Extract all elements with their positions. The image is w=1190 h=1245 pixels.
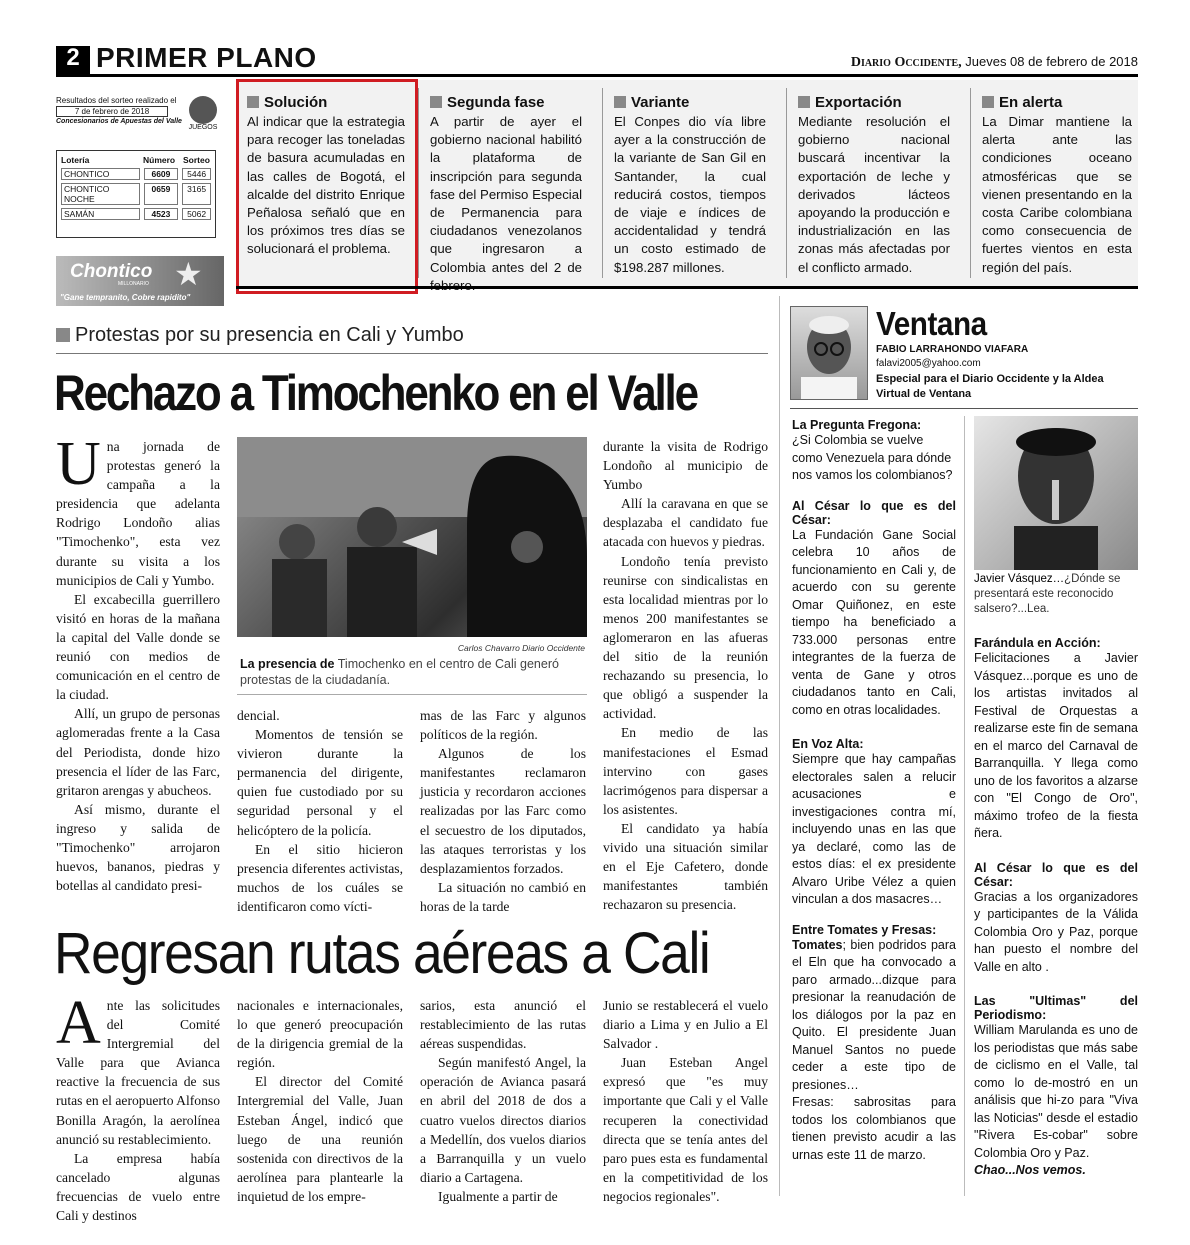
paragraph: Juan Esteban Angel expresó que "es muy importante que Cali y el Valle recuperen la conectividad directa que se tenía antes del paro pues esta es fundamental en la competitividad de los negocios regionales". xyxy=(603,1055,768,1204)
chontico-logo-text: Chontico xyxy=(70,261,153,282)
paragraph: La situación no cambió en horas de la tarde xyxy=(420,879,586,914)
paragraph: Allí la caravana en que se desplazaba el candidato fue atacada con huevos y piedras. xyxy=(603,496,768,550)
dropcap: A xyxy=(56,989,101,1057)
lottery-date: 7 de febrero de 2018 xyxy=(56,106,168,117)
square-bullet-icon xyxy=(982,96,994,108)
paragraph: Junio se restablecerá el vuelo diario a Lima y en Julio a El Salvador . xyxy=(603,998,768,1052)
caption-text: ¿Dónde se presentará este reconocido salsero?...Lea. xyxy=(974,573,1121,615)
brief-title-text: Variante xyxy=(631,94,690,111)
lottery-row-name: SAMÁN xyxy=(61,208,140,220)
paragraph: La empresa había cancelado algunas frecuencias de vuelo entre Cali y destinos xyxy=(56,1150,220,1224)
lottery-table-header xyxy=(61,155,211,165)
paper-name: Diario Occidente, xyxy=(850,55,962,70)
lottery-row xyxy=(61,208,211,220)
tomates-text: ; bien podridos para el Eln que ha convocado a paro armado...dizque para presionar la reanudación de los diálogos por la paz en Quito. El presidente Juan Manuel Santos no puede ceder a este tipo de presiones… xyxy=(792,937,956,1092)
lottery-col-name: Lotería xyxy=(61,155,90,165)
ventana-left-col xyxy=(792,418,956,1164)
juegos-logo-text: JUEGOS xyxy=(188,124,218,131)
paragraph: Así mismo, durante el ingreso y salida de "Timochenko" arrojaron huevos, bananos, piedras y botellas al candidato presi- xyxy=(56,801,220,894)
square-bullet-icon xyxy=(430,96,442,108)
ventana-note: Especial para el Diario Occidente y la Aldea Virtual de Ventana xyxy=(876,373,1104,400)
brief-title-text: En alerta xyxy=(999,94,1063,111)
protest-photo xyxy=(237,437,587,637)
caption-bold: La presencia de xyxy=(240,657,335,671)
paragraph: El director del Comité Intergremial del Valle, Juan Esteban Ángel, indicó que luego de una reunión sostenida con directivos de la aerolínea para plantearle la inquietud de los empre- xyxy=(237,1074,403,1204)
article1-kicker xyxy=(56,324,464,347)
kicker-text: Protestas por su presencia en Cali y Yumbo xyxy=(75,324,464,346)
brief-exportacion xyxy=(798,94,950,277)
paragraph: En medio de las manifestaciones el Esmad intervino con gases lacrimógenos para dispersar a los asistentes. xyxy=(603,725,768,817)
brief-text: La Dimar mantiene la alerta ante las condiciones oceano atmosféricas que se vienen presentando en la costa Caribe colombiana como consecuencia de fuertes vientos en esta región del país. xyxy=(982,114,1132,275)
paragraph: Allí, un grupo de personas aglomeradas frente a la Casa del Periodista, donde hizo presencia el líder de las Farc, gritaron arengas y abucheos. xyxy=(56,706,220,798)
lottery-row-name: CHONTICO xyxy=(61,168,140,180)
paragraph: dencial. xyxy=(237,708,280,723)
brief-title-text: Solución xyxy=(264,94,328,111)
salsero-photo xyxy=(974,416,1138,570)
ventana-section-heading: Entre Tomates y Fresas: xyxy=(792,922,937,937)
ventana-column-rule xyxy=(779,296,780,1196)
ventana-col-divider xyxy=(964,416,965,1196)
lottery-row-number: 6609 xyxy=(144,168,179,180)
paragraph: Algunos de los manifestantes reclamaron justicia y recordaron acciones realizadas por las Farc como el secuestro de los diputados, las ataques terroristas y los desplazamientos forzados. xyxy=(420,746,586,876)
article1-col2 xyxy=(237,706,403,916)
ventana-section-text: La Fundación Gane Social celebra 10 años de funcionamiento en Cali y, de acuerdo con su gerente Omar Quiñonez, en este tiempo ha beneficiado a 733.000 personas entre integrantes de la fuerza de venta de Gane y otros ciudadanos tanto en Cali, como en otras localidades. xyxy=(792,527,956,717)
chontico-slogan: "Gane tempranito, Cobre rapidito" xyxy=(60,293,191,302)
briefs-divider xyxy=(970,88,971,278)
ventana-title: Ventana xyxy=(876,305,987,342)
ventana-signoff: Chao...Nos vemos. xyxy=(974,1163,1086,1177)
ventana-section-heading: Farándula en Acción: xyxy=(974,636,1101,650)
brief-text: A partir de ayer el gobierno nacional habilitó la plataforma de inscripción para segunda fase del Permiso Especial de Permanencia para ciudadanos venezolanos que ingresaron a Colombia antes del 2 de xyxy=(430,114,582,275)
article1-col3 xyxy=(420,706,586,916)
lottery-row-name: CHONTICO NOCHE xyxy=(61,183,140,205)
dropcap: U xyxy=(56,430,101,498)
brief-title-text: Exportación xyxy=(815,94,902,111)
juegos-logo-circle xyxy=(189,96,217,124)
caption-name: Javier Vásquez… xyxy=(974,573,1065,585)
brief-solucion xyxy=(236,79,418,294)
article1-col4 xyxy=(603,437,768,914)
ventana-section-heading: En Voz Alta: xyxy=(792,737,864,751)
briefs-bottom-rule xyxy=(236,286,1138,289)
article1-col1 xyxy=(56,430,220,895)
article2-col2 xyxy=(237,996,403,1206)
article2-col4 xyxy=(603,996,768,1206)
ventana-section-heading: La Pregunta Fregona: xyxy=(792,418,922,432)
salsero-caption xyxy=(974,572,1138,617)
paragraph: Igualmente a partir de xyxy=(438,1188,558,1204)
paragraph: mas de las Farc y algunos políticos de la región. xyxy=(420,708,586,743)
author-photo-art xyxy=(791,307,867,399)
ventana-section-text: ¿Si Colombia se vuelve como Venezuela para dónde nos vamos los colombianos? xyxy=(792,433,953,482)
ventana-section-heading: Al César lo que es del César: xyxy=(974,860,1138,889)
article2-col3 xyxy=(420,996,586,1206)
paragraph: durante la visita de Rodrigo Londoño al municipio de Yumbo xyxy=(603,439,768,493)
paragraph: sarios, esta anunció el restablecimiento de las rutas aéreas suspendidas. xyxy=(420,998,586,1052)
square-bullet-icon xyxy=(56,328,70,342)
ventana-section-heading: Al César lo que es del César: xyxy=(792,498,956,527)
header-rule xyxy=(56,74,1138,77)
ventana-section-heading: Las "Ultimas" del Periodismo: xyxy=(974,994,1138,1022)
lottery-table xyxy=(56,150,216,238)
brief-title xyxy=(247,94,415,111)
briefs-divider xyxy=(418,88,419,278)
brief-title xyxy=(798,94,950,111)
brief-title xyxy=(430,94,582,111)
lottery-row xyxy=(61,168,211,180)
chontico-logo xyxy=(56,256,224,306)
issue-date: Jueves 08 de febrero de 2018 xyxy=(965,54,1138,69)
lottery-box xyxy=(56,96,226,302)
brief-variante xyxy=(614,94,766,277)
paragraph: Londoño tenía previsto reunirse con sindicalistas en esta localidad mientras por lo menos 200 manifestantes se aglomeraron en las afueras del sitio de la reunión rechazando su presencia, lo que obligó a suspender la actividad. xyxy=(603,553,768,722)
tomates-label: Tomates xyxy=(792,937,843,952)
paragraph: nacionales e internacionales, lo que generó preocupación de la dirigencia gremial de la región. xyxy=(237,998,403,1071)
brief-title xyxy=(614,94,766,111)
article2-headline: Regresan rutas aéreas a Cali xyxy=(54,921,710,986)
paragraph: na jornada de protestas generó la campaña a la presidencia que adelanta Rodrigo Londoño alias "Timochenko", esta vez durante su visita a los municipios de Cali y Yumbo. xyxy=(56,439,220,588)
lottery-row-number: 4523 xyxy=(144,208,179,220)
ventana-right-col xyxy=(974,630,1138,1180)
brief-segunda-fase xyxy=(430,94,582,295)
paragraph: Momentos de tensión se vivieron durante la permanencia del dirigente, quien fue custodiado por su seguridad personal y el helicóptero de la policía. xyxy=(237,727,403,838)
briefs-divider xyxy=(602,88,603,278)
caption-text: Timochenko en el centro de Cali generó protestas de la ciudadanía. xyxy=(240,657,559,687)
brief-text: El Conpes dio vía libre ayer a la construcción de la variante de San Gil en Santander, la cual reducirá costos, tiempos de viaje e índices de accidentalidad y tendrá un costo estimado de $198.287 millones. xyxy=(614,114,766,275)
lottery-row-draw: 5062 xyxy=(182,208,211,220)
page-number: 2 xyxy=(66,44,80,71)
brief-title-text: Segunda fase xyxy=(447,94,545,111)
ventana-email: falavi2005@yahoo.com xyxy=(876,358,981,369)
lottery-row-number: 0659 xyxy=(144,183,179,205)
lottery-col-draw: Sorteo xyxy=(183,155,210,165)
ventana-section-text: William Marulanda es uno de los periodistas que más sabe de ciclismo en el Valle, tal como lo de-mostró en un análisis que hi-zo para "Viva las Noticias" desde el estadio "Rivera Es-cobar" sobre Colombia Oro y Paz. xyxy=(974,1023,1138,1160)
header-dateline xyxy=(780,54,1138,71)
brief-text: Mediante resolución el gobierno nacional buscará incentivar la exportación de leche y derivados lácteos apoyando la producción e industrialización en las zonas más afectadas por el conflicto armado. xyxy=(798,114,950,275)
square-bullet-icon xyxy=(614,96,626,108)
brief-text: Al indicar que la estrategia para recoger las toneladas de basura acumuladas en las calles de Bogotá, el alcalde del distrito Enrique Peñalosa señaló que en los próximos tres días se solucionará el problema. xyxy=(247,114,405,257)
protest-photo-art xyxy=(237,437,587,637)
brief-title xyxy=(982,94,1132,111)
lottery-row-draw: 5446 xyxy=(182,168,211,180)
lottery-concession: Concesionarios de Apuestas del Valle xyxy=(56,118,182,125)
juegos-logo xyxy=(186,96,220,136)
lottery-results-label: Resultados del sorteo realizado el xyxy=(56,96,177,105)
paragraph: Según manifestó Angel, la operación de Avianca pasará en abril del 2018 de dos a cuatro vuelos directos diarios a Medellín, dos vuelos diarios a Barranquilla y un vuelo diario a Cartagena. xyxy=(420,1055,586,1185)
brief-en-alerta xyxy=(982,94,1132,277)
square-bullet-icon xyxy=(798,96,810,108)
chontico-logo-sub: MILLONARIO xyxy=(118,281,149,287)
caption-rule xyxy=(237,694,587,695)
lottery-col-number: Número xyxy=(143,155,176,165)
briefs-divider xyxy=(786,88,787,278)
lottery-row-draw: 3165 xyxy=(182,183,211,205)
paragraph: nte las solicitudes del Comité Intergremial del Valle para que Avianca reactive la frecuencia de sus rutas en el aeropuerto Alfonso Bonilla Aragón, la aerolínea anunció su restablecimiento. xyxy=(56,998,220,1147)
section-title: PRIMER PLANO xyxy=(96,42,317,73)
article2-col1 xyxy=(56,989,220,1225)
ventana-section-text: Felicitaciones a Javier Vásquez...porque es uno de los artistas invitados al Festival de Orquestas a realizarse este fin de semana en el marco del Carnaval de Barranquilla. Y llega como uno de los favoritos a alzarse con "El Congo de Oro", máximo trofeo de la fiesta ñera. xyxy=(974,651,1138,840)
ventana-section-text: Siempre que hay campañas electorales salen a relucir acusaciones e investigaciones contra mí, incluyendo unas en las que ya declaré, como las de estos días: el ex presidente Alvaro Uribe Vélez a quien vinculan a dos masacres… xyxy=(792,752,956,906)
article1-headline: Rechazo a Timochenko en el Valle xyxy=(54,365,697,421)
paragraph: El candidato ya había vivido una situación similar en el Eje Cafetero, donde manifestantes también rechazaron su presencia. xyxy=(603,820,768,913)
star-icon: ★ xyxy=(174,256,203,292)
ventana-section-text: Fresas: sabrositas para todos los colombianos que tienen previsto acudir a las urnas este 11 de marzo. xyxy=(792,1095,956,1162)
author-photo xyxy=(790,306,868,400)
ventana-author: FABIO LARRAHONDO VIAFARA xyxy=(876,344,1029,355)
kicker-rule xyxy=(56,353,768,354)
square-bullet-icon xyxy=(247,96,259,108)
ventana-rule xyxy=(790,408,1138,409)
salsero-photo-art xyxy=(974,416,1138,570)
photo-caption xyxy=(240,656,590,688)
ventana-section-text: Gracias a los organizadores y participantes de la Válida Colombia Oro y Paz, porque han puesto el nombre del Valle en alto . xyxy=(974,889,1138,974)
paragraph: En el sitio hicieron presencia diferentes activistas, muchos de los cuáles se identificaron como vícti- xyxy=(237,841,403,914)
ventana-section-text xyxy=(792,937,956,1095)
photo-credit: Carlos Chavarro Diario Occidente xyxy=(457,643,585,653)
paragraph: El excabecilla guerrillero visitó en horas de la mañana la capital del Valle donde se reunió con medios de comunicación en el centro de la ciudad. xyxy=(56,591,220,703)
lottery-row xyxy=(61,183,211,205)
